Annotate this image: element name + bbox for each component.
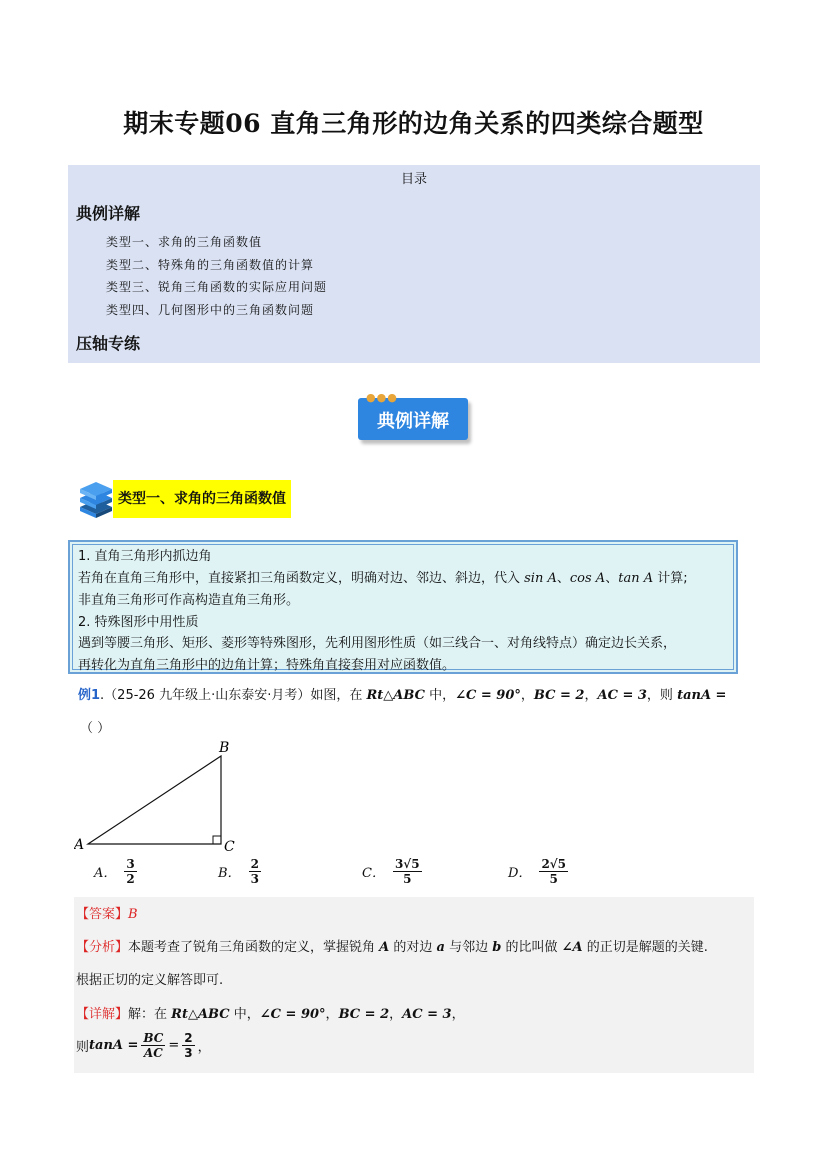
analysis-line: 【分析】本题考查了锐角三角函数的定义，掌握锐角 A 的对边 a 与邻边 b 的比叫做 ∠A 的正切是解题的关键. [76,940,708,955]
decoration-dots-icon: ●●● [366,391,398,404]
toc-heading-examples[interactable]: 典例详解 [76,204,141,223]
vertex-label-c: C [224,839,235,854]
tip-line: 再转化为直角三角形中的边角计算；特殊角直接套用对应函数值。 [78,658,456,673]
tip-line: 2. 特殊图形中用性质 [78,615,199,630]
toc-label: 目录 [400,172,427,187]
option-a[interactable]: A． $\frac{3}{2}$ [94,857,135,886]
vertex-label-a: A [74,837,85,853]
toc-item[interactable]: 类型三、锐角三角函数的实际应用问题 [106,280,328,294]
tip-line: 遇到等腰三角形、矩形、菱形等特殊图形，先利用图形性质（如三线合一、对角线特点）确定边长关系， [78,636,677,651]
tip-line: 1. 直角三角形内抓边角 [78,549,212,564]
triangle-figure [74,738,244,854]
triangle-shape [88,756,221,844]
answer-line: 【答案】B [76,907,138,922]
vertex-label-b: B [219,740,230,756]
section-badge [358,391,468,440]
books-stack-icon [76,479,116,519]
analysis-line: 根据正切的定义解答即可. [76,973,224,988]
solution-box [74,897,754,1073]
tan-a-expression: tan A [618,571,654,586]
toc-item[interactable]: 类型四、几何图形中的三角函数问题 [106,303,315,317]
section-badge-label: 典例详解 [377,411,449,432]
option-d[interactable]: D． $\frac{2√5}{5}$ [508,857,567,886]
tip-line: 若角在直角三角形中，直接紧扣三角函数定义，明确对边、邻边、斜边，代入 sin A、cos A、tan A 计算; [78,571,688,586]
page-title: 期末专题06 直角三角形的边角关系的四类综合题型 [123,109,704,138]
toc-item[interactable]: 类型二、特殊角的三角函数值的计算 [106,258,315,272]
cos-a-expression: cos A [569,571,606,586]
answer-blank: （ ） [80,721,111,736]
final-computation: 则 tanA = $\frac{BC}{AC}$ = $\frac{2}{3}$ ， [76,1031,211,1060]
type-banner: 类型一、求角的三角函数值 [113,480,291,518]
tip-line: 非直角三角形可作高构造直角三角形。 [78,593,300,608]
example-question: 例1.（25-26 九年级上·山东泰安·月考）如图，在 Rt△ABC 中，∠C = 90°，BC = 2，AC = 3，则 tanA = [78,688,727,703]
table-of-contents [68,165,760,363]
answer-value: B [128,907,138,922]
sin-a-expression: sin A [524,571,557,586]
toc-item[interactable]: 类型一、求角的三角函数值 [106,235,263,249]
example-number: 例1 [78,688,101,703]
option-b[interactable]: B． $\frac{2}{3}$ [218,857,259,886]
method-tip-box [68,540,738,674]
right-angle-marker [213,836,221,844]
detail-line: 【详解】解：在 Rt△ABC 中，∠C = 90°，BC = 2，AC = 3， [76,1007,465,1022]
toc-heading-practice[interactable]: 压轴专练 [76,334,141,353]
option-c[interactable]: C． $\frac{3√5}{5}$ [362,857,420,886]
